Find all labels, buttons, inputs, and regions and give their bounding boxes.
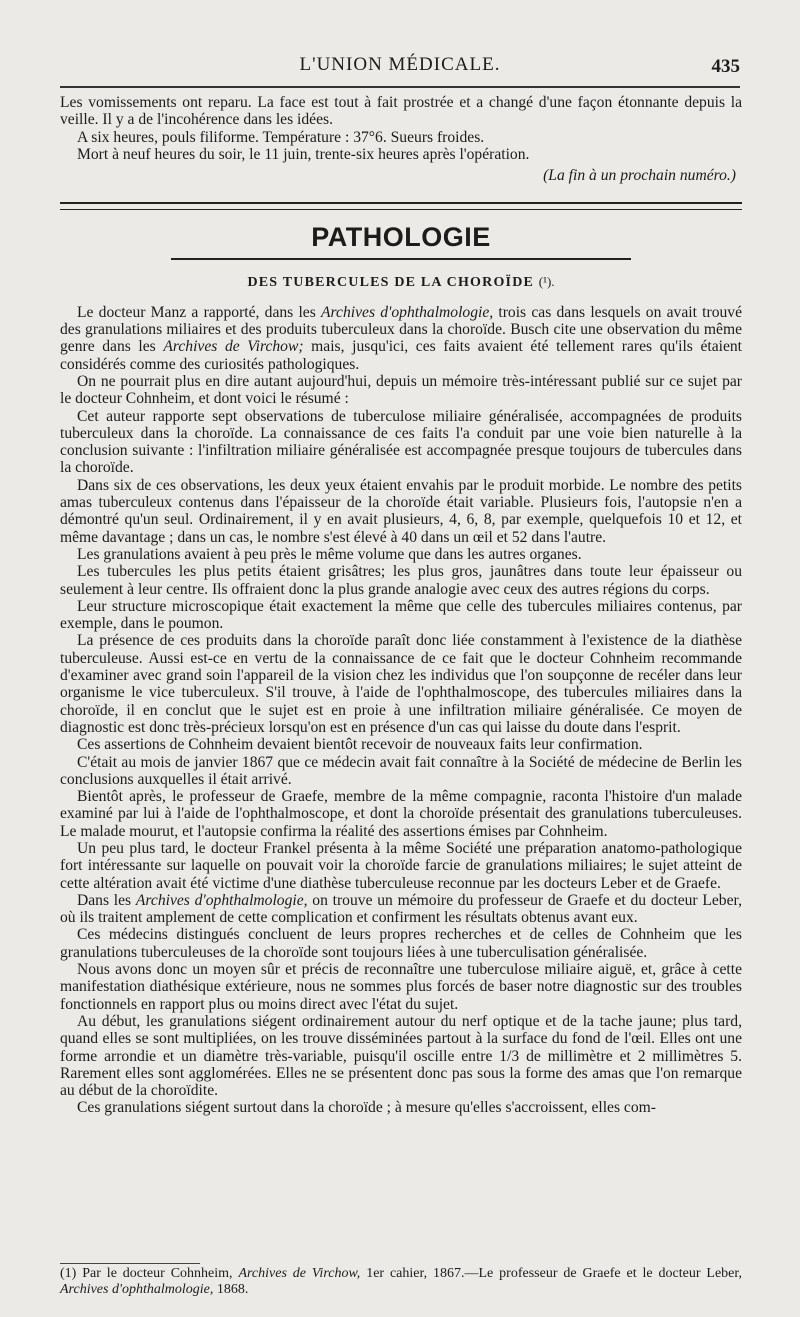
body-paragraph: Dans six de ces observations, les deux yeux étaient envahis par le produit morbide. Le nombre des petits amas tuberculeux contenus dans l'épaisseur de la choroïde était variable. Plusieurs fois, l'autopsie n'en a démontré qu'un seul. Ordinairement, il y en avait plusieurs, 4, 6, 8, par exemple, quelquefois 10 et 12, et même davantage ; dans un cas, le nombre s'est élevé à 40 dans un œil et 52 dans l'autre.	[60, 476, 742, 546]
body-paragraph: Ces granulations siégent surtout dans la choroïde ; à mesure qu'elles s'accroissent, elles com-	[77, 1099, 656, 1117]
body-paragraph: Nous avons donc un moyen sûr et précis de reconnaître une tuberculose miliaire aiguë, et, grâce à cette manifestation diathésique extérieure, nous ne sommes plus forcés de baser notre diagnostic sur des troubles fonctionnels en rapport plus ou moins direct avec l'état du sujet.	[60, 961, 742, 1013]
text-run: mais, jusqu'ici, ces faits avaient été tellement rares qu'ils étaient considérés comme des curiosités pathologiques.	[60, 338, 743, 373]
journal-title: Archives de Virchow,	[238, 1266, 361, 1281]
article-title	[60, 273, 742, 291]
footnote-text: (1) Par le docteur Cohnheim,	[60, 1266, 239, 1281]
continuation-note: (La fin à un prochain numéro.)	[543, 167, 736, 185]
heading-rule	[171, 258, 631, 260]
footnote-text: 1er cahier, 1867.—Le professeur de Graefe et le docteur Leber,	[360, 1266, 742, 1281]
body-paragraph: Ces médecins distingués concluent de leurs propres recherches et de celles de Cohnheim que les granulations tuberculeuses de la choroïde sont toujours liées à une tuberculisation généralisée.	[60, 926, 742, 961]
body-paragraph	[60, 304, 742, 373]
text-run: trois cas dans lesquels on avait trouvé des granulations miliaires et des produits tuberculeux dans la choroïde. Busch cite une observation du même genre dans les	[60, 303, 742, 356]
body-paragraph: Au début, les granulations siégent ordinairement autour du nerf optique et de la tache jaune; plus tard, quand elles se sont multipliées, on les trouve disséminées partout à la surface du fond de l'œil. Elles ont une forme arrondie et un diamètre très-variable, puisqu'il oscille entre 1/3 de millimètre et 2 millimètres 5. Rarement elles sont agglomérées. Elles ne se présentent donc pas sous la forme des amas que l'on remarque au début de la choroïdite.	[60, 1012, 742, 1100]
running-title: L'UNION MÉDICALE.	[299, 54, 501, 75]
body-paragraph: La présence de ces produits dans la choroïde paraît donc liée constamment à l'existence de la diathèse tuberculeuse. Aussi est-ce en vertu de la connaissance de ce fait que le docteur Cohnheim recommande d'examiner avec grand soin l'appareil de la vision chez les individus que l'on soupçonne de recéler dans leur organisme le vice tuberculeux. S'il trouve, à l'aide de l'ophthalmoscope, des tubercules miliaires dans la choroïde, il en conclut que le sujet est en proie à une infiltration miliaire généralisée. Ce moyen de diagnostic est donc très-précieux lorsqu'on est en présence d'un cas qui laisse du doute dans l'esprit.	[60, 632, 742, 736]
journal-title: Archives d'ophthalmologie,	[135, 891, 308, 909]
journal-title: Archives de Virchow;	[163, 338, 304, 356]
text-run: on trouve un mémoire du professeur de Graefe et du docteur Leber, où ils traitent amplement de cette complication et confirment les résultats obtenus avant eux.	[60, 891, 742, 927]
prev-article-paragraph: Mort à neuf heures du soir, le 11 juin, trente-six heures après l'opération.	[77, 145, 530, 163]
footnote-text: 1868.	[213, 1282, 249, 1297]
body-paragraph: Bientôt après, le professeur de Graefe, membre de la même compagnie, raconta l'histoire d'un malade examiné par lui à l'aide de l'ophthalmoscope, et dont la choroïde présentait des granulations tuberculeuses. Le malade mourut, et l'autopsie confirma la réalité des assertions émises par Cohnheim.	[60, 788, 742, 840]
section-heading: PATHOLOGIE	[311, 222, 491, 253]
article-title-text: DES TUBERCULES DE LA CHOROÏDE	[247, 275, 535, 291]
body-paragraph: On ne pourrait plus en dire autant aujourd'hui, depuis un mémoire très-intéressant publié sur ce sujet par le docteur Cohnheim, et dont voici le résumé :	[60, 372, 742, 408]
page-body	[60, 94, 742, 1117]
prev-article-paragraph: A six heures, pouls filiforme. Température : 37°6. Sueurs froides.	[77, 128, 485, 146]
body-paragraph: Un peu plus tard, le docteur Frankel présenta à la même Société une préparation anatomo-pathologique fort intéressante sur laquelle on pouvait voir la choroïde farcie de granulations miliaires; le sujet atteint de cette altération avait été victime d'une diathèse tuberculeuse reconnue par les docteurs Leber et de Graefe.	[60, 839, 742, 892]
footnote-reference: (¹).	[538, 274, 555, 290]
body-paragraph: Cet auteur rapporte sept observations de tuberculose miliaire généralisée, accompagnées de produits tuberculeux dans la choroïde. La connaissance de ces faits l'a conduit par une voie bien naturelle à la conclusion suivante : l'infiltration miliaire généralisée est accompagnée presque toujours de tubercules dans la choroïde.	[60, 407, 742, 477]
body-paragraph	[60, 892, 742, 927]
footnote	[60, 1266, 742, 1298]
header-rule	[60, 86, 740, 88]
text-run: Dans les	[77, 891, 136, 909]
journal-title: Archives d'ophthalmologie,	[60, 1282, 214, 1297]
page-header	[60, 54, 740, 80]
body-paragraph: Ces assertions de Cohnheim devaient bientôt recevoir de nouveaux faits leur confirmation.	[77, 736, 643, 754]
page-number: 435	[711, 56, 740, 77]
section-divider	[60, 202, 742, 210]
body-paragraph: Les tubercules les plus petits étaient grisâtres; les plus gros, jaunâtres dans toute leur épaisseur ou seulement à leur centre. Ils offraient donc la plus grande analogie avec ceux des autres régions du corps.	[60, 563, 742, 598]
body-paragraph: C'était au mois de janvier 1867 que ce médecin avait fait connaître à la Société de médecine de Berlin les conclusions auxquelles il était arrivé.	[60, 753, 742, 788]
journal-title: Archives d'ophthalmologie,	[321, 303, 494, 321]
body-paragraph: Les granulations avaient à peu près le même volume que dans les autres organes.	[77, 545, 582, 563]
footnote-rule	[60, 1263, 200, 1264]
body-paragraph: Leur structure microscopique était exactement la même que celle des tubercules miliaires contenus, par exemple, dans le poumon.	[60, 597, 742, 633]
text-run: Le docteur Manz a rapporté, dans les	[77, 303, 322, 321]
prev-article-paragraph: Les vomissements ont reparu. La face est tout à fait prostrée et a changé d'une façon étonnante depuis la veille. Il y a de l'incohérence dans les idées.	[60, 94, 742, 129]
